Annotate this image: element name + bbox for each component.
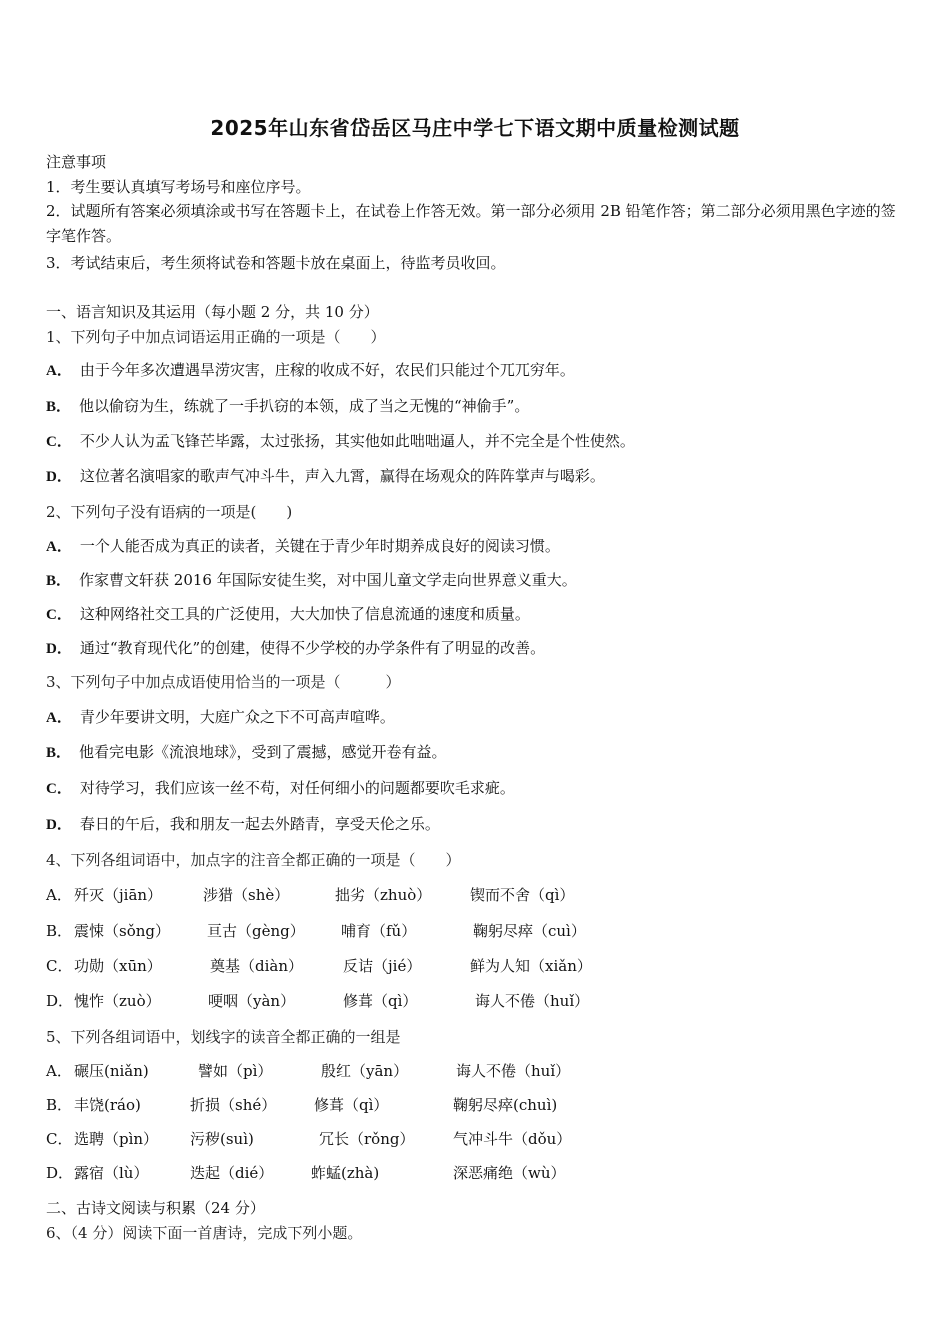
question-stem: 3、下列句子中加点成语使用恰当的一项是（ ） bbox=[46, 673, 401, 691]
option-text: 春日的午后，我和朋友一起去外踏青，享受天伦之乐。 bbox=[79, 815, 440, 833]
option-a bbox=[46, 536, 560, 557]
q4-word: 鞠躬尽瘁（cuì） bbox=[473, 922, 586, 940]
question-stem: 4、下列各组词语中，加点字的注音全都正确的一项是（ ） bbox=[46, 851, 461, 869]
q5-row-label: B． bbox=[46, 1096, 73, 1114]
option-text: 他看完电影《流浪地球》，受到了震撼，感觉开卷有益。 bbox=[79, 743, 447, 761]
q5-word: 鞠躬尽瘁(chuì) bbox=[453, 1096, 558, 1114]
option-text: 作家曹文轩获 2016 年国际安徒生奖，对中国儿童文学走向世界意义重大。 bbox=[79, 571, 577, 589]
q4-word: 反诘（jié） bbox=[343, 957, 422, 975]
question-stem: 5、下列各组词语中，划线字的读音全都正确的一组是 bbox=[46, 1028, 401, 1046]
section-heading: 二、古诗文阅读与积累（24 分） bbox=[46, 1199, 265, 1217]
q4-row-label: D． bbox=[46, 992, 74, 1010]
q5-word: 殷红（yān） bbox=[321, 1062, 409, 1080]
q5-word: 冗长（rǒng） bbox=[319, 1130, 415, 1148]
question-stem: 1、下列句子中加点词语运用正确的一项是（ ） bbox=[46, 328, 386, 346]
q5-row-label: A． bbox=[46, 1062, 72, 1080]
option-text: 他以偷窃为生，练就了一手扒窃的本领，成了当之无愧的“神偷手”。 bbox=[79, 397, 530, 415]
option-text: 这种网络社交工具的广泛使用，大大加快了信息流通的速度和质量。 bbox=[79, 605, 530, 623]
q5-word: 诲人不倦（huǐ） bbox=[456, 1062, 571, 1080]
option-label: D． bbox=[46, 817, 72, 833]
q4-word: 诲人不倦（huǐ） bbox=[475, 992, 590, 1010]
page-title: 2025年山东省岱岳区马庄中学七下语文期中质量检测试题 bbox=[210, 116, 740, 140]
notice-item: 2．试题所有答案必须填涂或书写在答题卡上，在试卷上作答无效。第一部分必须用 2B 铅笔作答；第二部分必须用黑色字迹的签字笔作答。 bbox=[46, 202, 896, 245]
q4-word: 锲而不舍（qì） bbox=[470, 886, 575, 904]
option-text: 通过“教育现代化”的创建，使得不少学校的办学条件有了明显的改善。 bbox=[79, 639, 546, 657]
option-label: D． bbox=[46, 641, 72, 657]
q4-word: 亘古（gèng） bbox=[207, 922, 305, 940]
q5-word: 折损（shé） bbox=[190, 1096, 277, 1114]
notice-item: 3．考试结束后，考生须将试卷和答题卡放在桌面上，待监考员收回。 bbox=[46, 254, 506, 272]
q5-word: 丰饶(ráo) bbox=[74, 1096, 141, 1114]
option-label: D． bbox=[46, 469, 72, 485]
q4-word: 歼灭（jiān） bbox=[74, 886, 163, 904]
option-d bbox=[46, 814, 440, 835]
option-text: 对待学习，我们应该一丝不苟，对任何细小的问题都要吹毛求疵。 bbox=[79, 779, 515, 797]
option-text: 一个人能否成为真正的读者，关键在于青少年时期养成良好的阅读习惯。 bbox=[79, 537, 560, 555]
q4-word: 拙劣（zhuò） bbox=[335, 886, 432, 904]
option-label: B． bbox=[46, 745, 72, 761]
q5-word: 污秽(suì) bbox=[190, 1130, 254, 1148]
notice-heading: 注意事项 bbox=[46, 153, 107, 171]
option-c bbox=[46, 431, 635, 452]
option-label: C． bbox=[46, 781, 72, 797]
option-text: 青少年要讲文明，大庭广众之下不可高声喧哗。 bbox=[79, 708, 395, 726]
option-label: A． bbox=[46, 710, 72, 726]
q5-word: 选聘（pìn） bbox=[74, 1130, 159, 1148]
q4-word: 鲜为人知（xiǎn） bbox=[470, 957, 592, 975]
option-label: B． bbox=[46, 573, 72, 589]
q4-word: 哽咽（yàn） bbox=[208, 992, 296, 1010]
q4-row-label: A． bbox=[46, 886, 72, 904]
option-text: 由于今年多次遭遇旱涝灾害，庄稼的收成不好，农民们只能过个兀兀穷年。 bbox=[79, 361, 575, 379]
q4-word: 震悚（sǒng） bbox=[74, 922, 170, 940]
question-stem: 6、（4 分）阅读下面一首唐诗，完成下列小题。 bbox=[46, 1224, 363, 1242]
q5-word: 气冲斗牛（dǒu） bbox=[453, 1130, 572, 1148]
option-label: C． bbox=[46, 607, 72, 623]
q4-word: 哺育（fǔ） bbox=[341, 922, 417, 940]
option-c bbox=[46, 604, 530, 625]
q5-word: 修葺（qì） bbox=[314, 1096, 389, 1114]
q5-word: 蚱蜢(zhà) bbox=[311, 1164, 380, 1182]
q5-word: 譬如（pì） bbox=[198, 1062, 273, 1080]
option-a bbox=[46, 707, 395, 728]
option-b bbox=[46, 742, 447, 763]
q4-word: 功勋（xūn） bbox=[74, 957, 162, 975]
option-b bbox=[46, 396, 529, 417]
q4-word: 奠基（diàn） bbox=[210, 957, 304, 975]
notice-item: 1．考生要认真填写考场号和座位序号。 bbox=[46, 178, 311, 196]
section-heading: 一、语言知识及其运用（每小题 2 分，共 10 分） bbox=[46, 303, 379, 321]
q5-row-label: D． bbox=[46, 1164, 74, 1182]
q5-word: 深恶痛绝（wù） bbox=[453, 1164, 566, 1182]
q4-word: 修葺（qì） bbox=[343, 992, 418, 1010]
option-label: A． bbox=[46, 539, 72, 555]
q5-row-label: C． bbox=[46, 1130, 73, 1148]
option-d bbox=[46, 638, 545, 659]
option-label: C． bbox=[46, 434, 72, 450]
q4-word: 愧怍（zuò） bbox=[74, 992, 161, 1010]
q4-row-label: B． bbox=[46, 922, 73, 940]
option-text: 不少人认为孟飞锋芒毕露，太过张扬，其实他如此咄咄逼人，并不完全是个性使然。 bbox=[79, 432, 635, 450]
option-a bbox=[46, 360, 575, 381]
option-b bbox=[46, 570, 577, 591]
q4-word: 涉猎（shè） bbox=[203, 886, 290, 904]
option-label: B． bbox=[46, 399, 72, 415]
q5-word: 迭起（dié） bbox=[190, 1164, 274, 1182]
option-text: 这位著名演唱家的歌声气冲斗牛，声入九霄，赢得在场观众的阵阵掌声与喝彩。 bbox=[79, 467, 605, 485]
question-stem: 2、下列句子没有语病的一项是( ) bbox=[46, 503, 293, 521]
option-c bbox=[46, 778, 515, 799]
option-label: A． bbox=[46, 363, 72, 379]
option-d bbox=[46, 466, 605, 487]
q5-word: 露宿（lù） bbox=[74, 1164, 149, 1182]
q5-word: 碾压(niǎn) bbox=[74, 1062, 149, 1080]
q4-row-label: C． bbox=[46, 957, 73, 975]
